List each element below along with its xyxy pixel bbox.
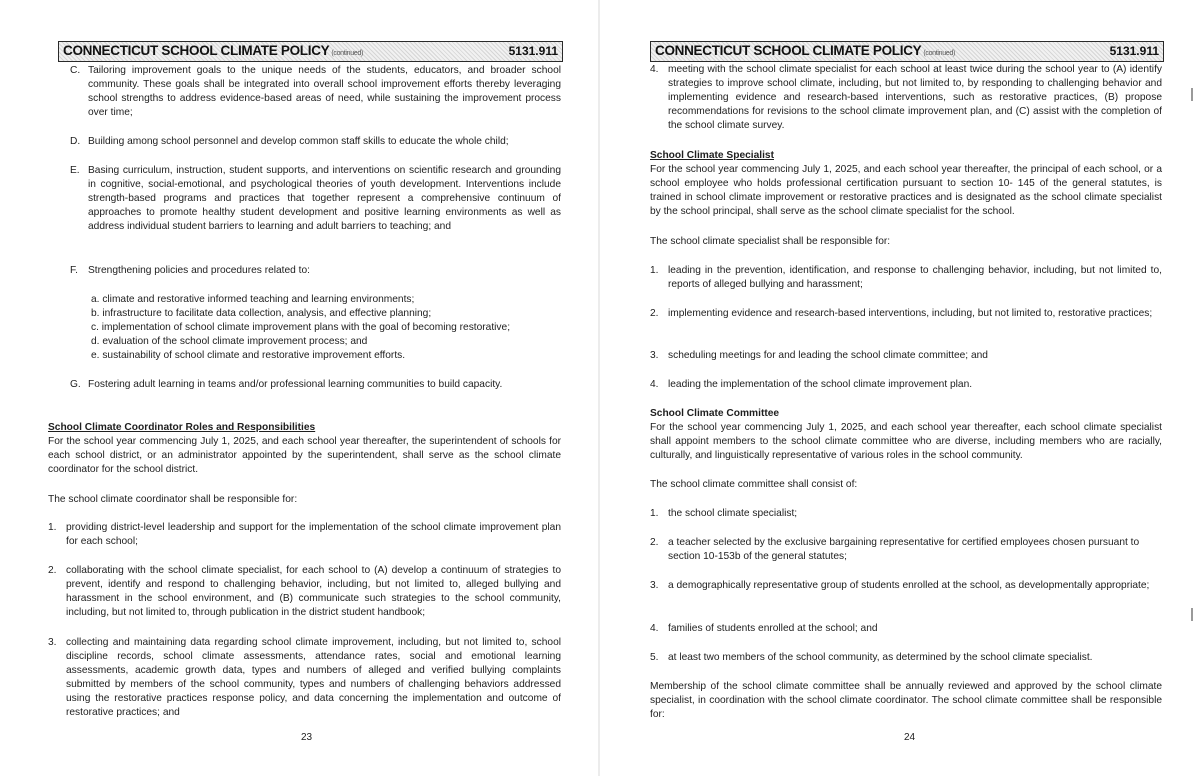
sub-list-item: c. implementation of school climate improvement plans with the goal of becoming restorative;	[91, 322, 511, 333]
policy-banner-right	[650, 41, 1164, 62]
list-item: 4. leading the implementation of the school climate improvement plan.	[650, 379, 973, 390]
list-item: C. Tailoring improvement goals to the unique needs of the students, educators, and broader school community. These goals shall be integrated into overall school improvement efforts thereby leveraging school strengths to address evidence-based areas of need, while sustaining the improvement process over time;	[70, 65, 561, 118]
banner-title: CONNECTICUT SCHOOL CLIMATE POLICY (continued)	[63, 43, 364, 58]
list-item: 2. implementing evidence and research-based interventions, including, but not limited to, restorative practices;	[650, 308, 1153, 319]
committee-intro: The school climate committee shall consist of:	[650, 479, 858, 490]
list-item: E. Basing curriculum, instruction, student supports, and interventions on scientific research and grounding in cognitive, social-emotional, and psychological theories of youth development. Interventions include strength-based programs and practices that together represent a comprehensive continuum of approaches to promote healthy student development and positive learning environments as well as address individual student barriers to learning and adult barriers to teaching; and	[70, 165, 561, 232]
sub-list-item: a. climate and restorative informed teaching and learning environments;	[91, 294, 415, 305]
committee-paragraph: For the school year commencing July 1, 2025, and each school year thereafter, each school climate specialist shall appoint members to the school climate committee who are diverse, including members who are racially, culturally, and linguistically representative of various roles in the school community.	[650, 422, 1162, 461]
page-number: 23	[301, 732, 313, 743]
coordinator-heading: School Climate Coordinator Roles and Responsibilities	[48, 422, 316, 433]
list-item: 3. scheduling meetings for and leading the school climate committee; and	[650, 350, 988, 361]
specialist-heading: School Climate Specialist	[650, 150, 774, 161]
list-item: D. Building among school personnel and develop common staff skills to educate the whole child;	[70, 136, 509, 147]
list-item: 1. leading in the prevention, identification, and response to challenging behavior, including, but not limited to, reports of alleged bullying and harassment;	[650, 265, 1162, 290]
right-page	[600, 0, 1200, 776]
list-item: 4. families of students enrolled at the school; and	[650, 623, 878, 634]
scan-edge-mark	[1191, 88, 1193, 101]
list-item: 1. providing district-level leadership and support for the implementation of the school climate improvement plan for each school;	[48, 522, 561, 547]
committee-heading: School Climate Committee	[650, 408, 780, 419]
list-item: 1. the school climate specialist;	[650, 508, 798, 519]
list-item: 3. a demographically representative group of students enrolled at the school, as developmentally appropriate;	[650, 580, 1150, 591]
list-item: G. Fostering adult learning in teams and/or professional learning communities to build capacity.	[70, 379, 503, 390]
left-page	[0, 0, 598, 776]
sub-list	[91, 293, 561, 363]
policy-banner-left	[58, 41, 563, 62]
coordinator-intro: The school climate coordinator shall be responsible for:	[48, 494, 298, 505]
sub-list-item: e. sustainability of school climate and restorative improvement efforts.	[91, 350, 406, 361]
sub-list-item: b. infrastructure to facilitate data collection, analysis, and effective planning;	[91, 308, 432, 319]
list-item: 2. a teacher selected by the exclusive bargaining representative for certified employees chosen pursuant to section 10-153b of the general statutes;	[650, 537, 1140, 562]
policy-code: 5131.911	[508, 44, 558, 58]
specialist-intro: The school climate specialist shall be responsible for:	[650, 236, 891, 247]
list-item: 3. collecting and maintaining data regarding school climate improvement, including, but not limited to, school discipline records, school climate assessments, attendance rates, social and emotional learning assessments, academic growth data, types and numbers of alleged and verified bullying complaints submitted by members of the school community, types and numbers of challenging behaviors addressed using the restorative practices response policy, and data concerning the implementation and outcome of restorative practices; and	[48, 637, 561, 718]
page-number: 24	[904, 732, 916, 743]
sub-list-item: d. evaluation of the school climate improvement process; and	[91, 336, 368, 347]
banner-subtitle: (continued)	[331, 50, 364, 57]
list-item: 5. at least two members of the school community, as determined by the school climate specialist.	[650, 652, 1093, 663]
banner-subtitle: (continued)	[923, 50, 956, 57]
specialist-paragraph: For the school year commencing July 1, 2025, and each school year thereafter, the principal of each school, or a school employee who holds professional certification pursuant to section 10- 145 of the general statutes, is trained in school climate improvement or restorative practices and is designated as the school climate specialist by the school principal, shall serve as the school climate specialist for the school.	[650, 164, 1162, 217]
coordinator-paragraph: For the school year commencing July 1, 2025, and each school year thereafter, the superintendent of schools for each school district, or an administrator appointed by the superintendent, shall serve as the school climate coordinator for the school district.	[48, 436, 561, 475]
scan-edge-mark	[1191, 608, 1193, 621]
list-item: 2. collaborating with the school climate specialist, for each school to (A) develop a continuum of strategies to prevent, identify and respond to challenging behavior, including, but not limited to, alleged bullying and harassment in the school environment, and (B) communicate such strategies to the school community, including, but not limited to, through publication in the district student handbook;	[48, 565, 561, 618]
list-item: F. Strengthening policies and procedures related to:	[70, 265, 311, 276]
list-item: 4. meeting with the school climate specialist for each school at least twice during the school year to (A) identify strategies to improve school climate, including, but not limited to, by responding to challenging behavior and implementing evidence and research-based interventions, such as restorative practices, (B) propose recommendations for revisions to the school climate improvement plan, and (C) assist with the completion of the school climate survey.	[650, 64, 1162, 131]
membership-paragraph: Membership of the school climate committee shall be annually reviewed and approved by the school climate specialist, in coordination with the school climate coordinator. The school climate committee shall be responsible for:	[650, 681, 1162, 720]
policy-code: 5131.911	[1109, 44, 1159, 58]
banner-title: CONNECTICUT SCHOOL CLIMATE POLICY (continued)	[655, 43, 956, 58]
